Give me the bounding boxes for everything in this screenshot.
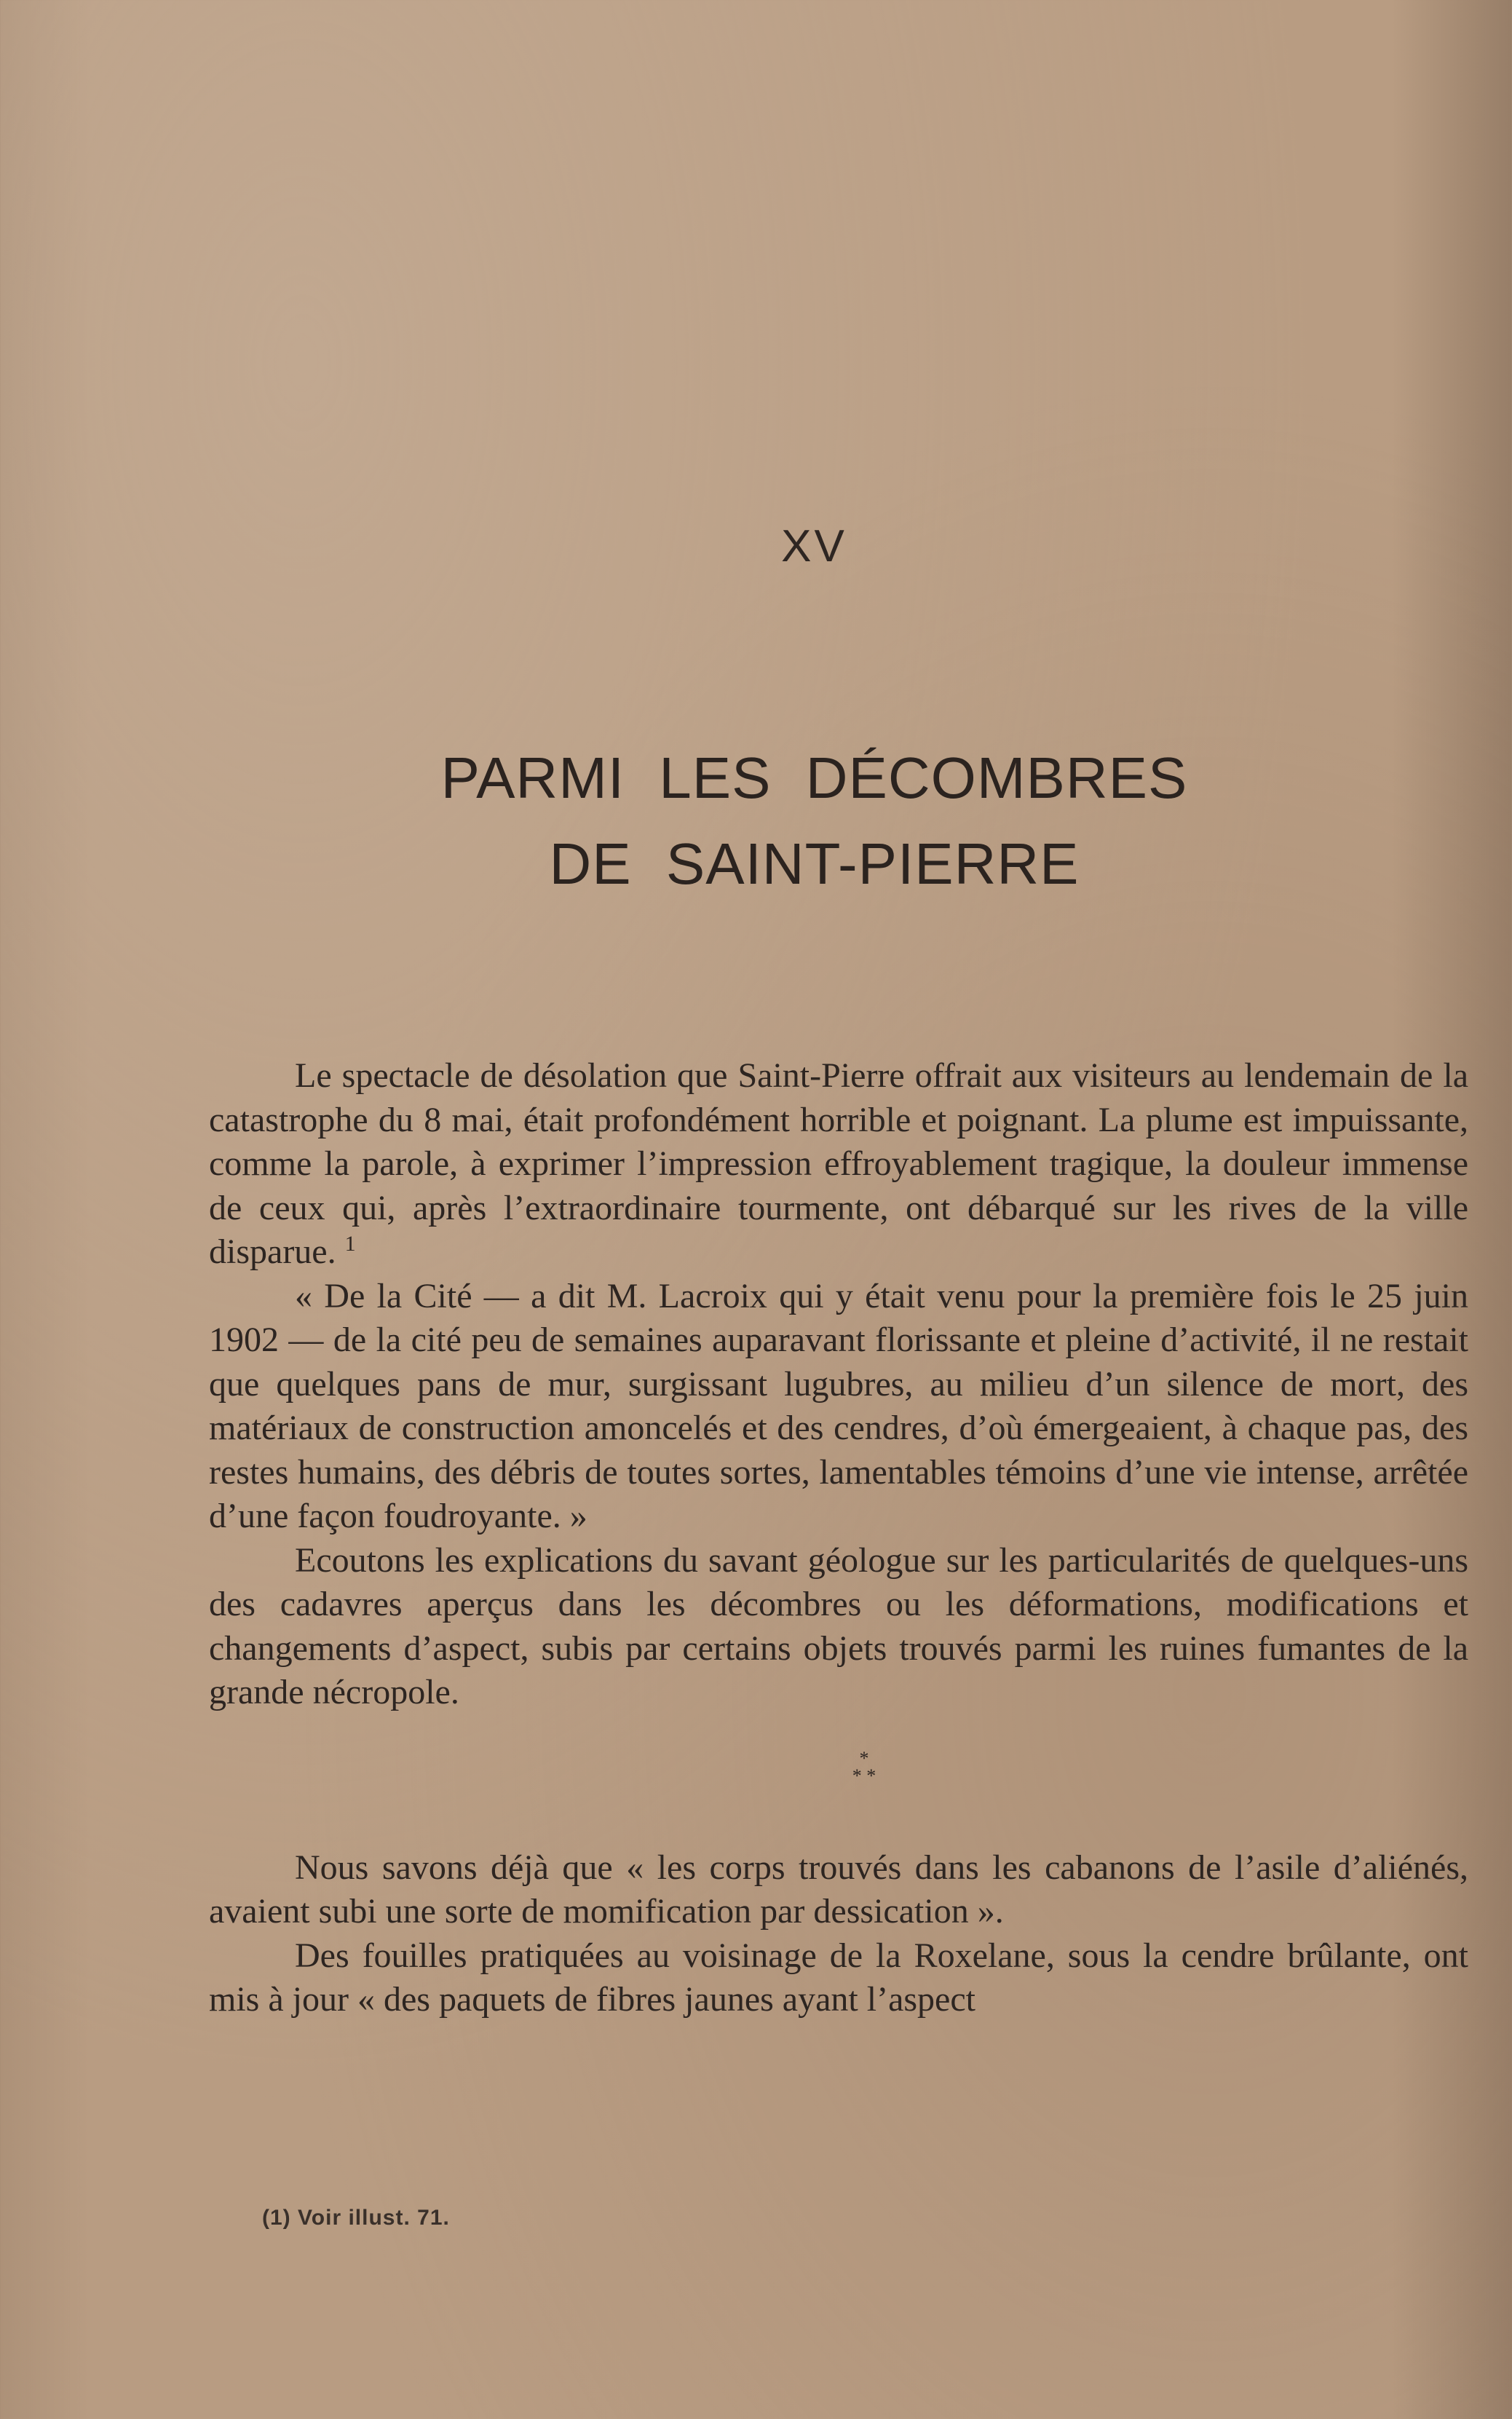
paragraph-1 (209, 1054, 1468, 1275)
body-text (209, 1054, 1468, 2022)
footnote-reference: 1 (344, 1232, 356, 1256)
section-separator (209, 1715, 1468, 1846)
chapter-title-line-2: DE SAINT-PIERRE (549, 831, 1080, 896)
asterism-top: * (859, 1747, 869, 1769)
chapter-number: XV (781, 521, 847, 571)
chapter-title (58, 735, 1512, 907)
paragraph-2: « De la Cité — a dit M. Lacroix qui y était venu pour la première fois le 25 juin 1902 — de la cité peu de semaines auparavant florissante et pleine d’activité, il ne restait que quelques pans de mur, surgissant lugubres, au milieu d’un silence de mort, des matériaux de construction amoncelés et des cendres, d’où émergeaient, à chaque pas, des restes humains, des débris de toutes sortes, lamentables témoins d’une vie intense, arrêtée d’une façon foudroyante. » (209, 1276, 1468, 1535)
paragraph-5: Des fouilles pratiquées au voisinage de la Roxelane, sous la cendre brûlante, ont mis à jour « des paquets de fibres jaunes ayant l’aspect (209, 1936, 1468, 2019)
paragraph-4: Nous savons déjà que « les corps trouvés dans les cabanons de l’asile d’aliénés, avaient subi une sorte de momification par dessication ». (209, 1848, 1468, 1931)
footnote: (1) Voir illust. 71. (262, 2206, 450, 2230)
asterism (260, 1747, 1468, 1786)
asterism-bottom: * * (852, 1765, 876, 1786)
chapter-title-line-1: PARMI LES DÉCOMBRES (440, 745, 1188, 810)
paragraph-1-text: Le spectacle de désolation que Saint-Pierre offrait aux visiteurs au lendemain de la catastrophe du 8 mai, était profondément horrible et poignant. La plume est impuissante, comme la parole, à exprimer l’impression effroyablement tragique, la douleur immense de ceux qui, après l’extraordinaire tourmente, ont débarqué sur les rives de la ville disparue. (209, 1056, 1468, 1271)
paragraph-3: Ecoutons les explications du savant géologue sur les particularités de quelques-uns des cadavres aperçus dans les décombres ou les déformations, modifications et changements d’aspect, subis par certains objets trouvés parmi les ruines fumantes de la grande nécropole. (209, 1540, 1468, 1711)
